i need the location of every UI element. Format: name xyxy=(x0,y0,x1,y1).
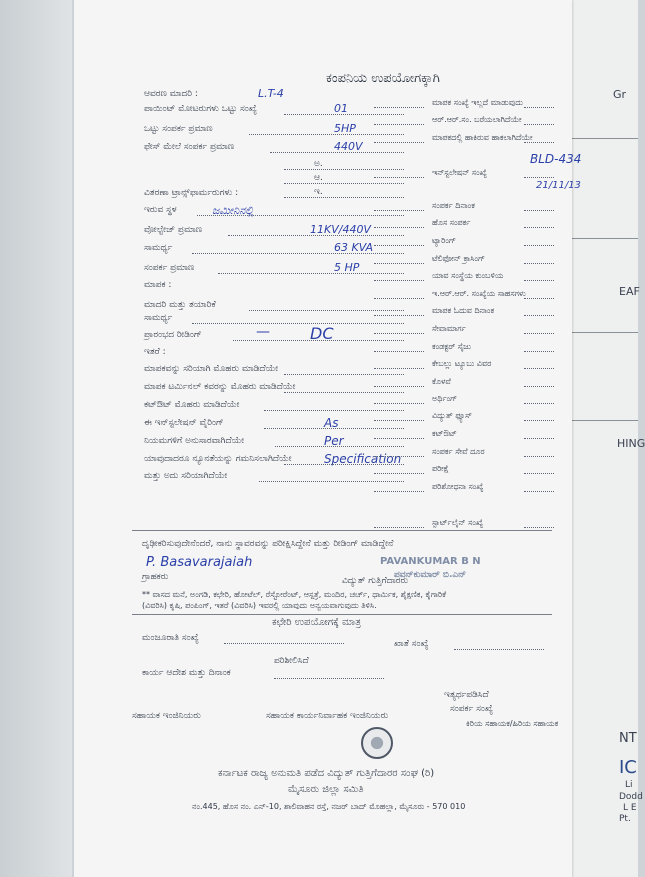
work-order-label: ಕಾರ್ಯ ಆದೇಶ ಮತ್ತು ದಿನಾಂಕ xyxy=(142,668,231,678)
dotted-line xyxy=(374,473,424,474)
dotted-line xyxy=(192,323,404,324)
handwritten-value: 01 xyxy=(334,102,348,115)
dotted-line xyxy=(524,142,554,143)
right-field-label: ಕಂಡಕ್ಟರ್ ಸೈಜು xyxy=(432,342,472,351)
dotted-line xyxy=(374,491,424,492)
dotted-line xyxy=(524,280,554,281)
dotted-line xyxy=(524,298,554,299)
dotted-line xyxy=(374,386,424,387)
field-label: ಅ. xyxy=(314,159,323,169)
dotted-line xyxy=(374,403,424,404)
dotted-line xyxy=(284,197,404,198)
field-label: ಒಟ್ಟು ಸಂಪರ್ಕ ಪ್ರಮಾಣ xyxy=(144,124,213,134)
note-line: (ವಿವರಿಸಿ) ಕೃಷಿ, ಪಂಪಿಂಗ್, ಇತರೆ (ವಿವರಿಸಿ) ಇವರಲ್ಲಿ ಯಾವುದು ಅನ್ವಯವಾಗುವುದು ತಿಳಿಸಿ. xyxy=(142,601,377,610)
adjacent-page-text: Dodd xyxy=(619,792,643,802)
adjacent-page-text: Li xyxy=(625,780,633,790)
dotted-line xyxy=(524,315,554,316)
dotted-line xyxy=(274,678,384,679)
field-label: ಸಾಮರ್ಥ್ಯ xyxy=(144,313,173,323)
field-label: ಮಾಪಕ ಟರ್ಮಿನಲ್ ಕವರನ್ನು ಮೊಹರು ಮಾಡಿದೆಯೇ xyxy=(144,382,296,392)
dotted-line xyxy=(374,177,424,178)
field-label: ಮಾಪಕವನ್ನು ಸರಿಯಾಗಿ ಮೊಹರು ಮಾಡಿದೆಯೇ xyxy=(144,364,279,374)
dotted-line xyxy=(259,481,404,482)
handwritten-value: Per xyxy=(324,434,344,448)
dotted-line xyxy=(524,403,554,404)
divider xyxy=(132,614,552,615)
dotted-line xyxy=(374,124,424,125)
handwritten-value: As xyxy=(324,416,339,430)
right-field-label: ಕೊಳವೆ xyxy=(432,377,451,386)
right-field-label: ಟೆಲಿಫೋನ್ ಕ್ರಾಸಿಂಗ್ xyxy=(432,254,485,263)
field-label: ಆವರಣ ಮಾದರಿ : xyxy=(144,89,198,99)
field-label: ಮತ್ತು ಅದು ಸರಿಯಾಗಿದೆಯೇ xyxy=(144,471,228,481)
field-label: ಈ ಇನ್‌ಸ್ಟಲೇಷನ್ ವೈರಿಂಗ್ xyxy=(144,418,224,428)
adjacent-page-text: L E xyxy=(623,803,637,813)
dotted-line xyxy=(524,456,554,457)
dotted-line xyxy=(524,473,554,474)
dotted-line xyxy=(374,527,424,528)
dotted-line xyxy=(224,643,344,644)
field-label: ವೋಲ್ಟೇಜ್ ಪ್ರಮಾಣ xyxy=(144,225,203,235)
dotted-line xyxy=(374,142,424,143)
handwritten-value: 63 KVA xyxy=(334,241,374,254)
dotted-line xyxy=(218,273,404,274)
dotted-line xyxy=(524,438,554,439)
dotted-line xyxy=(374,298,424,299)
asst-engineer-label: ಸಹಾಯಕ ಇಂಜಿನಿಯರು xyxy=(132,711,201,721)
right-field-label: ಸಂಪರ್ಕ ದಿನಾಂಕ xyxy=(432,201,475,210)
dotted-line xyxy=(249,134,404,135)
verified-label: ಪರಿಶೀಲಿಸಿದೆ xyxy=(274,656,309,666)
field-label: ಪಾಯಿಂಟ್ ಮೋಟರುಗಳು ಒಟ್ಟು ಸಂಖ್ಯೆ xyxy=(144,104,257,114)
field-label: ಇರುವ ಸ್ಥಳ xyxy=(144,205,177,215)
right-field-label: ಸ್ಪಾರ್ಟ್‌ಲೈನ್ ಸಂಖ್ಯೆ xyxy=(432,518,484,527)
dotted-line xyxy=(524,227,554,228)
association-logo xyxy=(361,727,393,759)
scanner-background-left xyxy=(0,0,72,877)
right-field-label: ಅರ್ಥಿಂಗ್ xyxy=(432,394,458,403)
dotted-line xyxy=(454,649,544,650)
adjacent-page-text: NT xyxy=(619,731,637,746)
right-field-label: ಪರಿಶೋಧನಾ ಸಂಖ್ಯೆ xyxy=(432,482,484,491)
field-label: ಕಟ್‌ಔಟ್ ಮೊಹರು ಮಾಡಿದೆಯೇ xyxy=(144,400,240,410)
field-label: ವಿತರಣಾ ಟ್ರಾನ್ಸ್‌ಫಾರ್ಮರುಗಳು : xyxy=(144,188,239,198)
handwritten-value: 5HP xyxy=(334,122,356,135)
right-field-label: ಕಟ್‌ಔಟ್ xyxy=(432,429,457,438)
dotted-line xyxy=(524,177,554,178)
dotted-line xyxy=(374,210,424,211)
handwritten-location: ಜಮೀನಿನಲ್ಲಿ xyxy=(212,204,254,217)
right-field-label: ಇನ್‌ಸ್ಟಲೇಷನ್ ಸಂಖ್ಯೆ xyxy=(432,168,487,177)
dotted-line xyxy=(374,263,424,264)
right-field-label: ವಿದ್ಯುತ್ ಫ್ಯೂಸ್ xyxy=(432,411,472,420)
handwritten-mark: — xyxy=(256,324,270,340)
declaration-text: ದೃಢೀಕರಿಸುವುದೇನೆಂದರೆ, ನಾನು ಸ್ಥಾವರವನ್ನು ಪರೀಕ್ಷಿಸಿದ್ದೇನೆ ಮತ್ತು ರೀಡಿಂಗ್ ಮಾಡಿದ್ದೇನೆ xyxy=(142,539,394,549)
divider xyxy=(132,530,552,531)
handwritten-value: 440V xyxy=(334,140,363,153)
dotted-line xyxy=(524,386,554,387)
dotted-line xyxy=(374,107,424,108)
dotted-line xyxy=(284,392,404,393)
dotted-line xyxy=(524,210,554,211)
dotted-line xyxy=(524,368,554,369)
dotted-line xyxy=(374,351,424,352)
rule xyxy=(561,332,638,333)
handwritten-value: DC xyxy=(310,324,334,343)
connection-no-label: ಸಂಪರ್ಕ ಸಂಖ್ಯೆ xyxy=(450,704,494,714)
handwritten-value: 5 HP xyxy=(334,261,360,274)
adjacent-page-text: Pt. xyxy=(619,814,631,824)
adjacent-page-text: HING xyxy=(617,437,645,450)
footer-line: ಕರ್ನಾಟಕ ರಾಜ್ಯ ಅನುಮತಿ ಪಡೆದ ವಿದ್ಯುತ್ ಗುತ್ತಿಗೆದಾರರ ಸಂಘ (ರಿ) xyxy=(218,768,435,779)
right-field-label: ಹೊಸ ಸಂಪರ್ಕ xyxy=(432,218,471,227)
handwritten-note: 21/11/13 xyxy=(536,180,581,191)
field-label: ಫೇಸ್ ಮೇಲೆ ಸಂಪರ್ಕ ಪ್ರಮಾಣ xyxy=(144,142,235,152)
dotted-line xyxy=(524,107,554,108)
dotted-line xyxy=(374,420,424,421)
adjacent-page-text: Gr xyxy=(613,88,627,101)
dotted-line xyxy=(374,280,424,281)
dotted-line xyxy=(524,124,554,125)
adjacent-page-text: IC xyxy=(619,757,637,778)
field-label: ಮಾಪಕ : xyxy=(144,280,172,290)
dotted-line xyxy=(374,456,424,457)
dotted-line xyxy=(524,420,554,421)
asst-exec-engineer-label: ಸಹಾಯಕ ಕಾರ್ಯನಿರ್ವಾಹಕ ಇಂಜಿನಿಯರು xyxy=(266,711,389,721)
dotted-line xyxy=(374,245,424,246)
dotted-line xyxy=(524,491,554,492)
right-field-label: ಯಾವ ಸಂಸ್ಥೆಯ ಕುಂಬಳಿಯ xyxy=(432,271,504,280)
field-label: ಯಾವುದಾದರೂ ನ್ಯೂನತೆಯನ್ನು ಗಮನಿಸಲಾಗಿದೆಯೇ xyxy=(144,454,292,464)
right-field-label: ಟ್ಯಾರಿಂಗ್ xyxy=(432,236,456,245)
right-field-label: ಸಂಪರ್ಕ ಸೇವೆ ದೂರ xyxy=(432,447,485,456)
right-field-label: ಮಾಪಕದಲ್ಲಿ ಹಾಕಿರುವ ಹಾಕಲಾಗಿದೆಯೇ xyxy=(432,133,533,142)
right-field-label: ಕೇಬಲ್ಲು ಟ್ಯೂಬು ವಿವರ xyxy=(432,359,492,368)
contractor-stamp-name: PAVANKUMAR B N xyxy=(380,556,481,567)
contractor-label: ವಿದ್ಯುತ್ ಗುತ್ತಿಗೆದಾರರು xyxy=(342,576,409,586)
right-field-label: ಮಾಪಕ ಓದುವ ದಿನಾಂಕ xyxy=(432,306,495,315)
dotted-line xyxy=(374,368,424,369)
dotted-line xyxy=(524,263,554,264)
right-field-label: ಆರ್.ಆರ್.ಸಂ. ಬರೆಯಲಾಗಿದೆಯೇ xyxy=(432,115,522,124)
dotted-line xyxy=(264,410,404,411)
handwritten-note: BLD-434 xyxy=(530,152,582,166)
right-field-label: ಇ.ಆರ್.ಆರ್. ಸಂಖ್ಯೆಯ ಸಾಹಸಗಳು xyxy=(432,289,526,298)
rule xyxy=(561,138,638,139)
junior-asst-label: ಕಿರಿಯ ಸಹಾಯಕ/ಹಿರಿಯ ಸಹಾಯಕ xyxy=(466,719,559,728)
consumer-label: ಗ್ರಾಹಕರು xyxy=(142,572,169,582)
right-field-label: ಮಾಪಕ ಸಂಖ್ಯೆ ಇಲ್ಲದೆ ಮಾಡುವುದು xyxy=(432,98,523,107)
handwritten-value: Specification xyxy=(324,452,402,466)
file-no-label: ಖಾತೆ ಸಂಖ್ಯೆ xyxy=(394,639,429,649)
field-label: ನಿಯಮಗಳಿಗೆ ಅನುಸಾರವಾಗಿದೆಯೇ xyxy=(144,436,245,446)
dotted-line xyxy=(284,374,404,375)
dotted-line xyxy=(374,227,424,228)
field-label: ಸಾಮರ್ಥ್ಯ xyxy=(144,243,173,253)
contractor-stamp-sub: ಪವನ್‌ಕುಮಾರ್ ಬಿ.ಎನ್ xyxy=(394,570,467,580)
footer-line: ಮೈಸೂರು ಜಿಲ್ಲಾ ಸಮಿತಿ xyxy=(288,784,364,795)
dotted-line xyxy=(524,351,554,352)
rule xyxy=(561,420,638,421)
handwritten-value: 11KV/440V xyxy=(310,223,371,236)
field-label: ಸಂಪರ್ಕ ಪ್ರಮಾಣ xyxy=(144,263,195,273)
dotted-line xyxy=(284,169,404,170)
approval-no-label: ಮಂಜೂರಾತಿ ಸಂಖ್ಯೆ xyxy=(142,633,199,643)
dotted-line xyxy=(284,183,404,184)
form-page xyxy=(74,0,582,877)
dotted-line xyxy=(374,438,424,439)
dotted-line xyxy=(524,527,554,528)
consumer-signature: P. Basavarajaiah xyxy=(146,555,253,570)
dotted-line xyxy=(249,310,404,311)
dotted-line xyxy=(374,333,424,334)
settled-label: ಇತ್ಯರ್ಥಪಡಿಸಿದೆ xyxy=(444,690,489,700)
note-line: ** ವಾಸದ ಮನೆ, ಅಂಗಡಿ, ಕಛೇರಿ, ಹೋಟೆಲ್, ರೆಸ್ಟೋರೆಂಟ್, ಆಸ್ಪತ್ರೆ, ಮಂದಿರ, ಚರ್ಚ್, ಧಾರ್ಮಿಕ, ಶೈಕ್ಷಣಿಕ, ಕೈಗಾರಿಕೆ xyxy=(142,590,447,599)
rule xyxy=(561,238,638,239)
field-label: ಆ. xyxy=(314,173,323,183)
dotted-line xyxy=(374,315,424,316)
office-use-title: ಕಛೇರಿ ಉಪಯೋಗಕ್ಕೆ ಮಾತ್ರ xyxy=(272,617,361,628)
adjacent-page-text: EAF xyxy=(619,285,640,298)
form-title: ಕಂಪನಿಯ ಉಪಯೋಗಕ್ಕಾಗಿ xyxy=(326,71,440,86)
right-field-label: ಸೇವಾಮಾರ್ಗ xyxy=(432,324,466,333)
right-field-label: ಪರೀಕ್ಷೆ xyxy=(432,464,449,473)
field-label: ಇತರೆ : xyxy=(144,347,166,357)
field-label: ಪ್ರಾರಂಭದ ರೀಡಿಂಗ್ xyxy=(144,330,202,340)
field-label: ಇ. xyxy=(314,187,323,197)
footer-line: ನಂ.445, ಹೊಸ ನಂ. ಎನ್-10, ಶಾಲಿವಾಹನ ರಸ್ತೆ, ನಜರ್ ಬಾದ್ ಮೊಹಲ್ಲಾ, ಮೈಸೂರು - 570 010 xyxy=(192,802,466,811)
handwritten-value: L.T-4 xyxy=(258,87,284,100)
dotted-line xyxy=(524,245,554,246)
field-label: ಮಾದರಿ ಮತ್ತು ತಯಾರಿಕೆ xyxy=(144,300,216,310)
dotted-line xyxy=(524,333,554,334)
